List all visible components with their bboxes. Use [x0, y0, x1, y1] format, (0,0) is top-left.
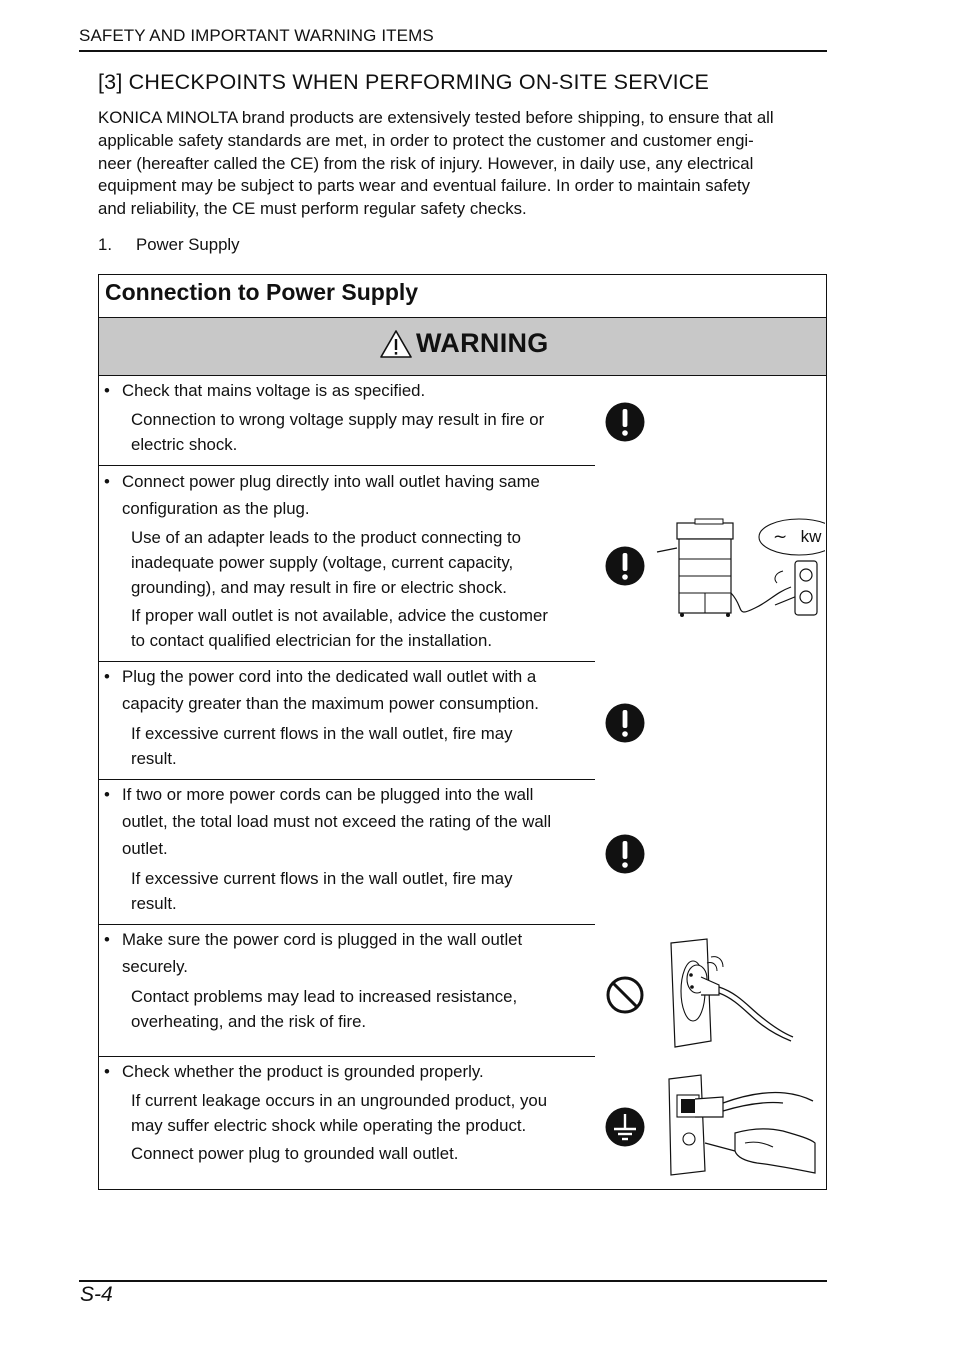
note-line: result. [131, 749, 177, 768]
item-4-note [131, 866, 591, 916]
item-text: Check that mains voltage is as specified. [122, 381, 426, 400]
warning-box [98, 274, 827, 1190]
box-title: Connection to Power Supply [105, 279, 419, 305]
mandatory-exclamation-icon [605, 703, 645, 743]
row-separator [99, 465, 595, 466]
intro-paragraph [98, 107, 828, 221]
note-line: electric shock. [131, 435, 238, 454]
note-line: Connect power plug to grounded wall outlet. [131, 1144, 459, 1163]
warning-triangle-icon [379, 329, 413, 359]
intro-line: and reliability, the CE must perform regular safety checks. [98, 199, 527, 219]
item-6-note [131, 1088, 591, 1166]
note-line: result. [131, 894, 177, 913]
warning-band [99, 318, 826, 376]
mandatory-exclamation-icon [605, 402, 645, 442]
list-item-power-supply [98, 235, 240, 255]
section-title: [3] CHECKPOINTS WHEN PERFORMING ON-SITE SERVICE [98, 70, 710, 94]
item-text: securely. [122, 957, 188, 976]
bullet-dot: • [104, 667, 110, 686]
row-separator [99, 661, 595, 662]
page-number: S-4 [80, 1283, 113, 1306]
mandatory-exclamation-icon [605, 834, 645, 874]
note-line: overheating, and the risk of fire. [131, 1012, 367, 1031]
header-rule [79, 50, 827, 52]
note-line: Connection to wrong voltage supply may result in fire or [131, 410, 545, 429]
item-1-note [131, 407, 591, 457]
grounded-plug-illustration [665, 1073, 817, 1177]
item-5-note [131, 984, 591, 1034]
note-line: If current leakage occurs in an ungrounded product, you [131, 1091, 548, 1110]
intro-line: KONICA MINOLTA brand products are extensively tested before shipping, to ensure that all [98, 108, 774, 127]
item-text: capacity greater than the maximum power consumption. [122, 694, 539, 713]
note-line: Contact problems may lead to increased resistance, [131, 987, 518, 1006]
list-label: Power Supply [136, 235, 240, 254]
bullet-dot: • [104, 381, 110, 400]
note-line: If excessive current flows in the wall outlet, fire may [131, 724, 513, 743]
intro-line: equipment may be subject to parts wear and eventual failure. In order to maintain safety [98, 176, 751, 196]
item-3-note [131, 721, 591, 771]
item-text: Plug the power cord into the dedicated wall outlet with a [122, 667, 537, 686]
intro-line: neer (hereafter called the CE) from the risk of injury. However, in daily use, any electrical [98, 153, 754, 173]
item-2-note [131, 525, 591, 653]
intro-line: applicable safety standards are met, in order to protect the customer and customer engi- [98, 130, 754, 150]
box-title-bar [99, 275, 826, 318]
note-line: If excessive current flows in the wall outlet, fire may [131, 869, 513, 888]
ground-icon [605, 1107, 645, 1147]
warning-heading [379, 328, 549, 359]
mandatory-exclamation-icon [605, 546, 645, 586]
warning-label: WARNING [416, 328, 549, 358]
item-text: Check whether the product is grounded properly. [122, 1062, 484, 1081]
note-line: may suffer electric shock while operating the product. [131, 1116, 527, 1135]
item-text: Connect power plug directly into wall outlet having same [122, 472, 540, 491]
note-line: grounding), and may result in fire or electric shock. [131, 578, 507, 597]
item-text: outlet. [122, 839, 168, 858]
item-text: outlet, the total load must not exceed the rating of the wall [122, 812, 552, 831]
bullet-dot: • [104, 930, 110, 949]
item-text: configuration as the plug. [122, 499, 310, 518]
item-text: Make sure the power cord is plugged in the wall outlet [122, 930, 523, 949]
prohibition-icon [605, 975, 645, 1015]
footer-rule [79, 1280, 827, 1282]
item-text: If two or more power cords can be plugged into the wall [122, 785, 534, 804]
illustration-kw-label: kw [800, 527, 822, 546]
list-number: 1. [98, 235, 112, 254]
illustration-symbol: ~ [773, 527, 788, 547]
bullet-dot: • [104, 472, 110, 491]
bullet-dot: • [104, 1062, 110, 1081]
copier-outlet-illustration [655, 513, 825, 623]
note-line: inadequate power supply (voltage, current capacity, [131, 553, 514, 572]
row-separator [99, 924, 595, 925]
row-separator [99, 779, 595, 780]
row-separator [99, 1056, 595, 1057]
plug-in-outlet-illustration [667, 935, 797, 1051]
running-header: SAFETY AND IMPORTANT WARNING ITEMS [79, 26, 434, 45]
note-line: Use of an adapter leads to the product connecting to [131, 528, 521, 547]
note-line: to contact qualified electrician for the installation. [131, 631, 493, 650]
note-line: If proper wall outlet is not available, advice the customer [131, 606, 548, 625]
bullet-dot: • [104, 785, 110, 804]
